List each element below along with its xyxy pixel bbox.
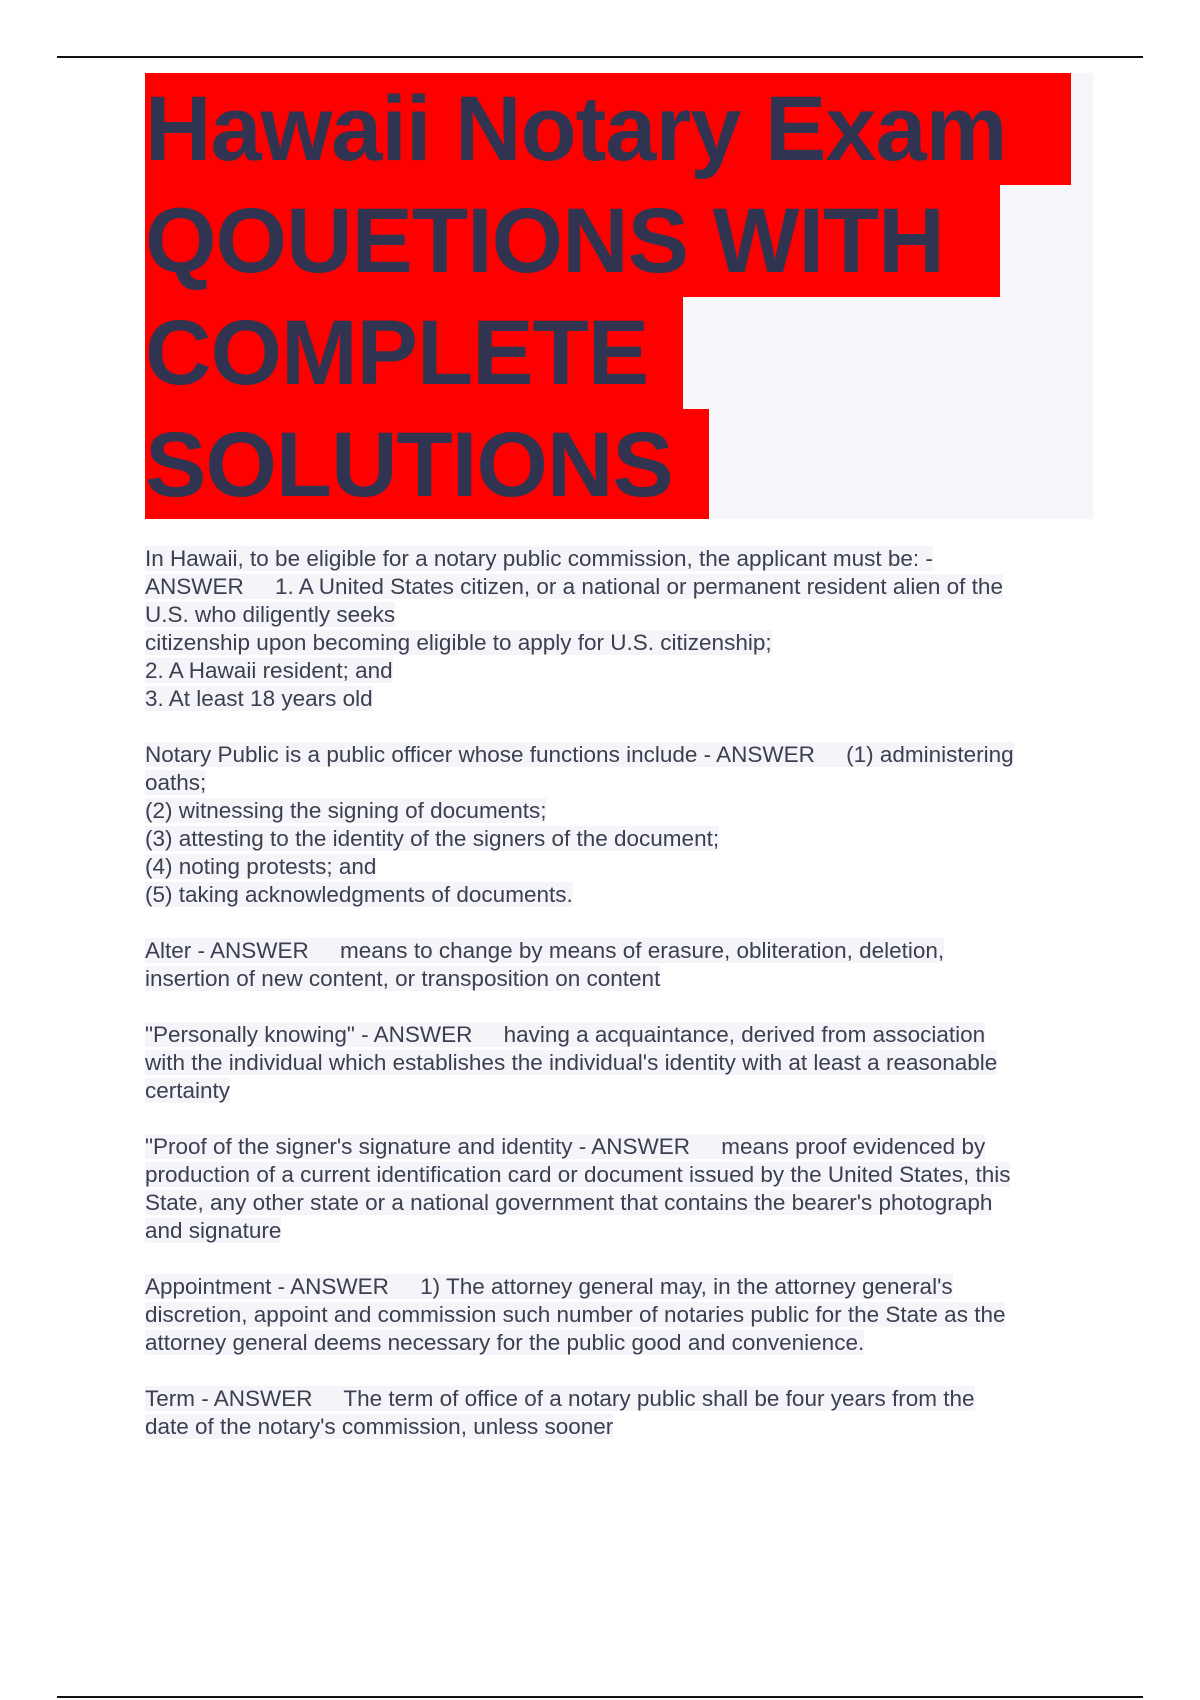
qa-line: (5) taking acknowledgments of documents. — [145, 882, 573, 907]
qa-line: and signature — [145, 1218, 282, 1243]
qa-line: Appointment - ANSWER 1) The attorney general may, in the attorney general's — [145, 1274, 953, 1299]
title-line: Hawaii Notary Exam — [145, 73, 1071, 185]
qa-item-alter — [145, 937, 1085, 993]
bottom-rule — [57, 1696, 1143, 1698]
qa-line: Alter - ANSWER means to change by means of erasure, obliteration, deletion, — [145, 938, 945, 963]
qa-line: citizenship upon becoming eligible to apply for U.S. citizenship; — [145, 630, 772, 655]
qa-item-notary-functions — [145, 741, 1085, 909]
qa-line: (3) attesting to the identity of the signers of the document; — [145, 826, 720, 851]
qa-line: ANSWER 1. A United States citizen, or a national or permanent resident alien of the — [145, 574, 1003, 599]
qa-line: discretion, appoint and commission such number of notaries public for the State as the — [145, 1302, 1006, 1327]
top-rule — [57, 56, 1143, 58]
qa-line: Notary Public is a public officer whose functions include - ANSWER (1) administering — [145, 742, 1014, 767]
qa-line: 2. A Hawaii resident; and — [145, 658, 393, 683]
qa-line: (2) witnessing the signing of documents; — [145, 798, 547, 823]
qa-line: attorney general deems necessary for the public good and convenience. — [145, 1330, 865, 1355]
qa-line: U.S. who diligently seeks — [145, 602, 396, 627]
qa-list — [145, 545, 1085, 1469]
qa-line: (4) noting protests; and — [145, 854, 377, 879]
qa-line: 3. At least 18 years old — [145, 686, 373, 711]
title-line: QOUETIONS WITH — [145, 185, 1000, 297]
qa-item-appointment — [145, 1273, 1085, 1357]
document-title — [145, 73, 1093, 519]
qa-line: oaths; — [145, 770, 207, 795]
qa-item-eligibility — [145, 545, 1085, 713]
qa-line: production of a current identification card or document issued by the United States, this — [145, 1162, 1011, 1187]
qa-line: insertion of new content, or transposition on content — [145, 966, 661, 991]
qa-line: certainty — [145, 1078, 231, 1103]
qa-line: "Proof of the signer's signature and identity - ANSWER means proof evidenced by — [145, 1134, 986, 1159]
qa-line: with the individual which establishes the individual's identity with at least a reasonable — [145, 1050, 998, 1075]
qa-line: "Personally knowing" - ANSWER having a acquaintance, derived from association — [145, 1022, 986, 1047]
qa-line: Term - ANSWER The term of office of a notary public shall be four years from the — [145, 1386, 975, 1411]
title-line: COMPLETE — [145, 297, 683, 409]
qa-line: In Hawaii, to be eligible for a notary public commission, the applicant must be: - — [145, 546, 933, 571]
qa-item-personally-knowing — [145, 1021, 1085, 1105]
title-line: SOLUTIONS — [145, 409, 709, 519]
qa-line: date of the notary's commission, unless sooner — [145, 1414, 614, 1439]
qa-item-proof-of-identity — [145, 1133, 1085, 1245]
qa-item-term — [145, 1385, 1085, 1441]
qa-line: State, any other state or a national government that contains the bearer's photograph — [145, 1190, 993, 1215]
